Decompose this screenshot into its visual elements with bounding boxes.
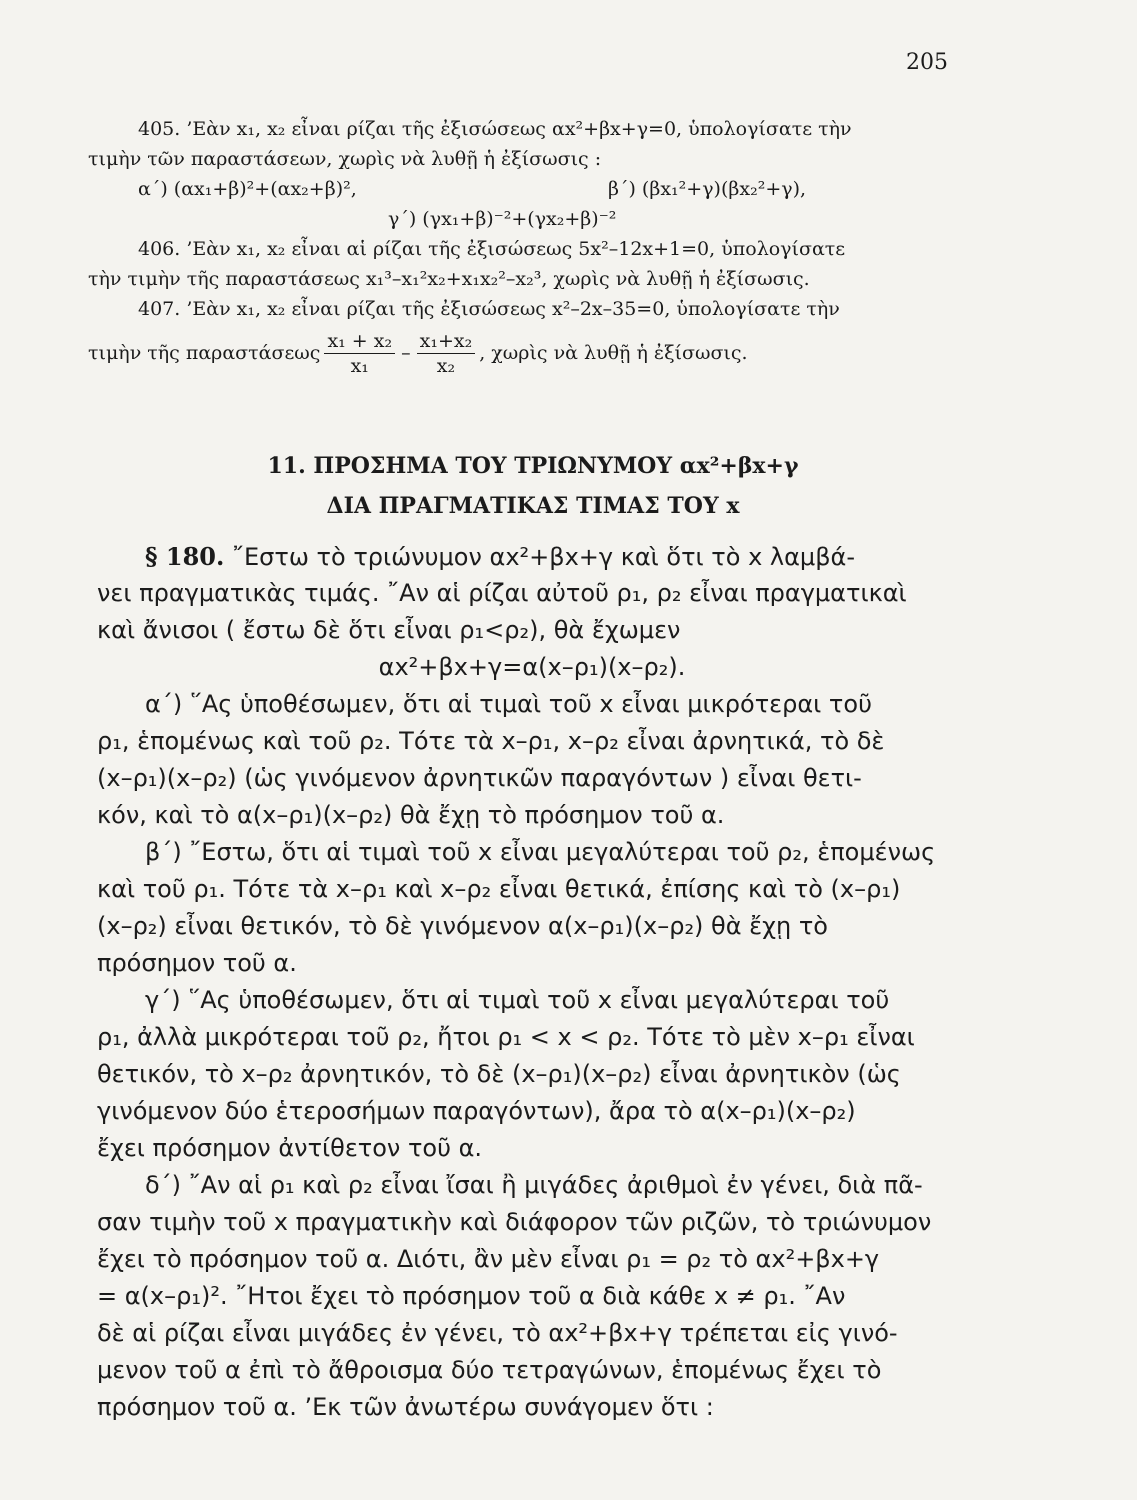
paragraph-line (97, 538, 967, 575)
exercise-part-a: α΄) (αx₁+β)²+(αx₂+β)², (138, 178, 357, 200)
fraction-2-denominator: x₂ (436, 354, 456, 377)
paragraph-line: ρ₁, ἑπομένως καὶ τοῦ ρ₂. Τότε τὰ x–ρ₁, x–ρ₂ εἶναι ἀρνητικά, τὸ δὲ (97, 727, 885, 755)
paragraph-line: θετικόν, τὸ x–ρ₂ ἀρνητικόν, τὸ δὲ (x–ρ₁)(x–ρ₂) εἶναι ἀρνητικὸν (ὡς (97, 1060, 901, 1088)
page-number: 205 (906, 50, 948, 75)
paragraph-line: ἔχει τὸ πρόσημον τοῦ α. Διότι, ἂν μὲν εἶναι ρ₁ = ρ₂ τὸ αx²+βx+γ (97, 1245, 880, 1273)
exercise-line: τιμὴν τῶν παραστάσεων, χωρὶς νὰ λυθῇ ἡ ἐξίσωσις : (88, 148, 602, 170)
paragraph-text: ῎Εστω τὸ τριώνυμον αx²+βx+γ καὶ ὅτι τὸ x λαμβά- (232, 543, 855, 571)
paragraph-formula: αx²+βx+γ=α(x–ρ₁)(x–ρ₂). (378, 653, 686, 681)
paragraph-line: γινόμενον δύο ἑτεροσήμων παραγόντων), ἄρα τὸ α(x–ρ₁)(x–ρ₂) (97, 1097, 856, 1125)
paragraph-line: δὲ αἱ ρίζαι εἶναι μιγάδες ἐν γένει, τὸ αx²+βx+γ τρέπεται εἰς γινό- (97, 1319, 898, 1347)
paragraph-line: ἔχει πρόσημον ἀντίθετον τοῦ α. (97, 1134, 483, 1162)
fraction-2 (417, 329, 476, 378)
exercise-part-b: β΄) (βx₁²+γ)(βx₂²+γ), (608, 178, 807, 200)
exercise-line: τὴν τιμὴν τῆς παραστάσεως x₁³–x₁²x₂+x₁x₂²–x₂³, χωρὶς νὰ λυθῇ ἡ ἐξίσωσις. (88, 268, 810, 290)
exercise-line: 406. ’Εὰν x₁, x₂ εἶναι αἱ ρίζαι τῆς ἐξισώσεως 5x²–12x+1=0, ὑπολογίσατε (138, 238, 846, 260)
paragraph-180 (97, 538, 967, 1426)
section-title-line-2: ΔΙΑ ΠΡΑΓΜΑΤΙΚΑΣ ΤΙΜΑΣ ΤΟΥ x (326, 493, 740, 519)
paragraph-line: σαν τιμὴν τοῦ x πραγματικὴν καὶ διάφορον τῶν ριζῶν, τὸ τριώνυμον (97, 1208, 932, 1236)
minus-sign: – (401, 342, 411, 364)
exercise-line: γ΄) (γx₁+β)⁻²+(γx₂+β)⁻² (388, 208, 617, 230)
paragraph-line: καὶ ἄνισοι ( ἔστω δὲ ὅτι εἶναι ρ₁<ρ₂), θὰ ἔχωμεν (97, 616, 681, 644)
paragraph-line: ρ₁, ἀλλὰ μικρότεραι τοῦ ρ₂, ἤτοι ρ₁ < x < ρ₂. Τότε τὸ μὲν x–ρ₁ εἶναι (97, 1023, 915, 1051)
section-heading (88, 446, 978, 526)
paragraph-line: πρόσημον τοῦ α. (97, 949, 297, 977)
section-title-line-1: 11. ΠΡΟΣΗΜΑ ΤΟΥ ΤΡΙΩΝΥΜΟΥ αx²+βx+γ (267, 453, 799, 479)
exercise-407-formula (88, 324, 968, 382)
exercise-line: 407. ’Εὰν x₁, x₂ εἶναι ρίζαι τῆς ἐξισώσεως x²–2x–35=0, ὑπολογίσατε τὴν (138, 298, 840, 320)
paragraph-line: β΄) ῎Εστω, ὅτι αἱ τιμαὶ τοῦ x εἶναι μεγαλύτεραι τοῦ ρ₂, ἑπομένως (145, 838, 936, 866)
exercise-line: 405. ’Εὰν x₁, x₂ εἶναι ρίζαι τῆς ἐξισώσεως αx²+βx+γ=0, ὑπολογίσατε τὴν (138, 118, 852, 140)
fraction-2-numerator: x₁+x₂ (417, 329, 476, 354)
paragraph-number: § 180. (145, 542, 225, 571)
paragraph-line: γ΄) ῞Ας ὑποθέσωμεν, ὅτι αἱ τιμαὶ τοῦ x εἶναι μεγαλύτεραι τοῦ (145, 986, 890, 1014)
exercises-block (88, 114, 968, 382)
paragraph-line: (x–ρ₁)(x–ρ₂) (ὡς γινόμενον ἀρνητικῶν παραγόντων ) εἶναι θετι- (97, 764, 862, 792)
fraction-1-numerator: x₁ + x₂ (324, 329, 395, 354)
paragraph-line: α΄) ῞Ας ὑποθέσωμεν, ὅτι αἱ τιμαὶ τοῦ x εἶναι μικρότεραι τοῦ (145, 690, 872, 718)
formula-suffix: , χωρὶς νὰ λυθῇ ἡ ἐξίσωσις. (479, 342, 748, 364)
exercise-line-pair (88, 174, 968, 204)
paragraph-line: κόν, καὶ τὸ α(x–ρ₁)(x–ρ₂) θὰ ἔχῃ τὸ πρόσημον τοῦ α. (97, 801, 725, 829)
paragraph-line: = α(x–ρ₁)². ῎Ητοι ἔχει τὸ πρόσημον τοῦ α διὰ κάθε x ≠ ρ₁. ῎Αν (97, 1282, 846, 1310)
paragraph-line: πρόσημον τοῦ α. ’Εκ τῶν ἀνωτέρω συνάγομεν ὅτι : (97, 1393, 714, 1421)
paragraph-line: καὶ τοῦ ρ₁. Τότε τὰ x–ρ₁ καὶ x–ρ₂ εἶναι θετικά, ἐπίσης καὶ τὸ (x–ρ₁) (97, 875, 901, 903)
fraction-1-denominator: x₁ (350, 354, 369, 377)
paragraph-line: δ΄) ῎Αν αἱ ρ₁ καὶ ρ₂ εἶναι ἴσαι ἢ μιγάδες ἀριθμοὶ ἐν γένει, διὰ πᾶ- (145, 1171, 923, 1199)
paragraph-line: (x–ρ₂) εἶναι θετικόν, τὸ δὲ γινόμενον α(x–ρ₁)(x–ρ₂) θὰ ἔχῃ τὸ (97, 912, 828, 940)
formula-prefix: τιμὴν τῆς παραστάσεως (88, 342, 321, 364)
paragraph-line: νει πραγματικὰς τιμάς. ῎Αν αἱ ρίζαι αὐτοῦ ρ₁, ρ₂ εἶναι πραγματικαὶ (97, 579, 907, 607)
paragraph-line: μενον τοῦ α ἐπὶ τὸ ἄθροισμα δύο τετραγώνων, ἑπομένως ἔχει τὸ (97, 1356, 882, 1384)
fraction-1 (324, 329, 395, 378)
